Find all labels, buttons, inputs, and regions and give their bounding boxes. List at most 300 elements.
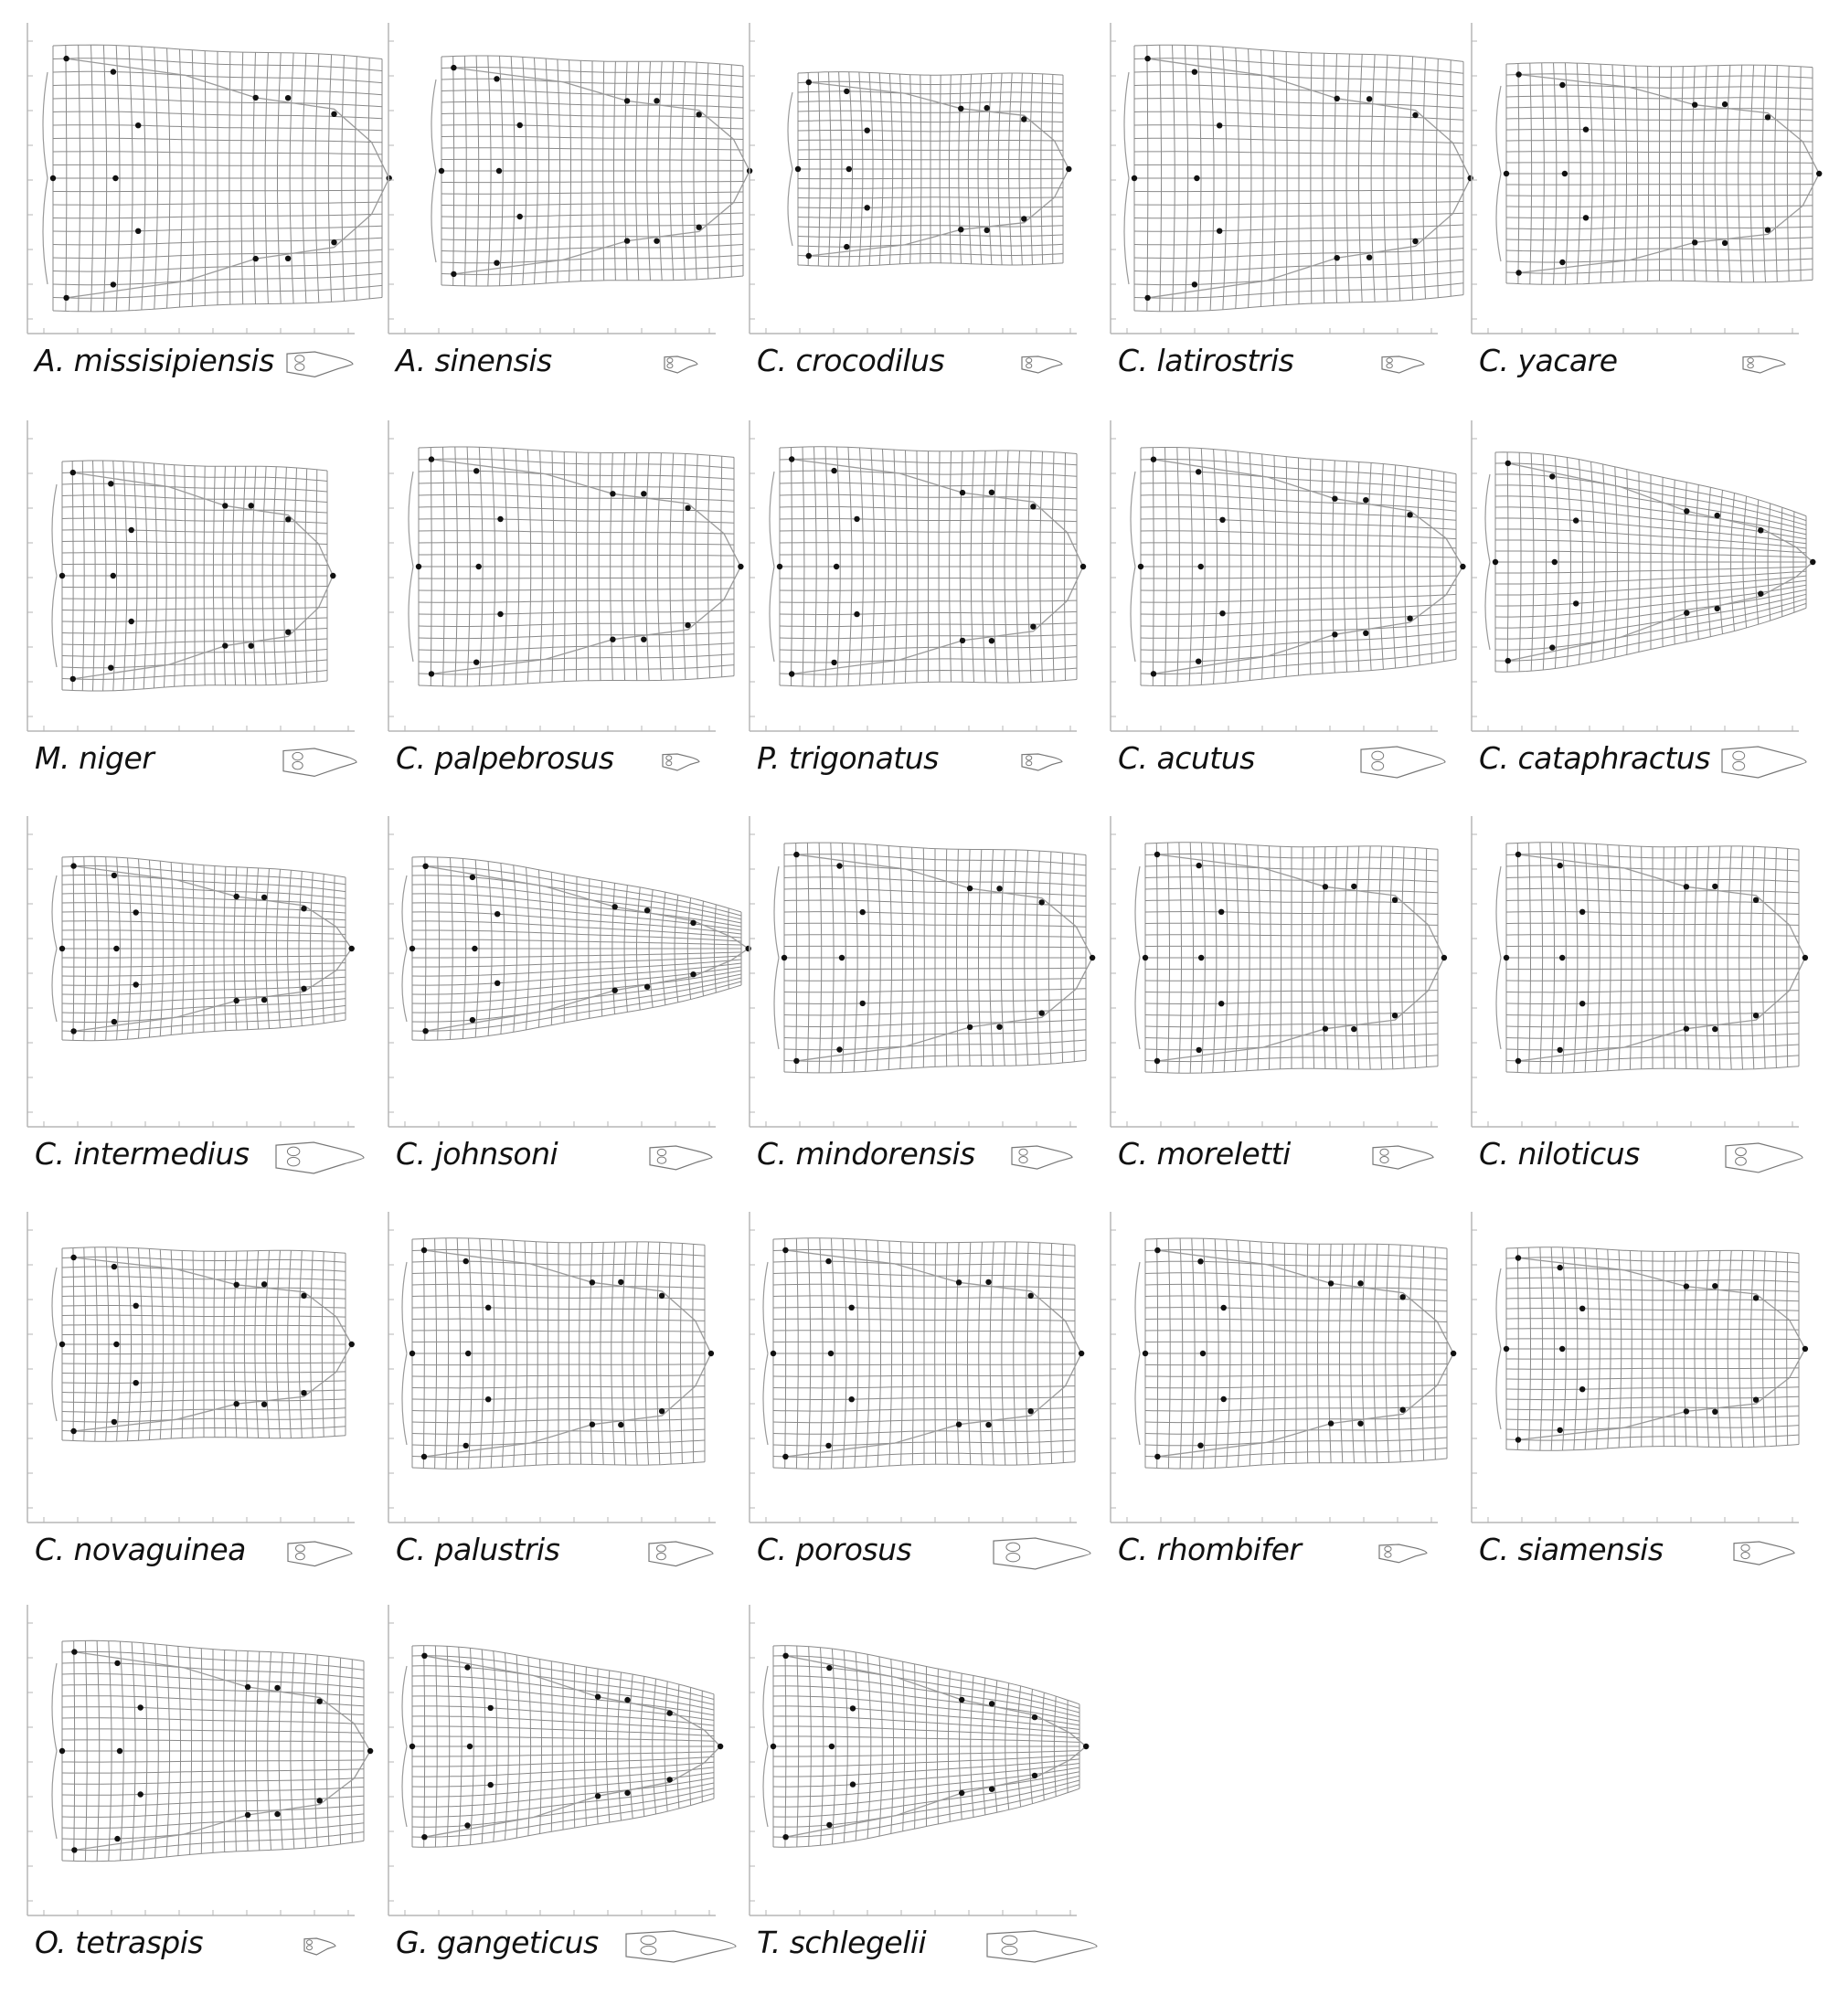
landmark-point (70, 1428, 76, 1434)
landmark-point (641, 637, 646, 642)
landmark-point (112, 1419, 117, 1425)
landmark-point (113, 946, 119, 951)
landmark-point (793, 852, 799, 857)
landmark-point (71, 1847, 77, 1852)
skull-outline-icon (647, 1540, 715, 1568)
skull-outline-icon (282, 747, 358, 778)
landmark-point (828, 1351, 834, 1356)
landmark-point (795, 166, 801, 172)
grid-lines (798, 72, 1063, 267)
landmark-point (261, 997, 267, 1003)
landmark-point (1335, 96, 1340, 101)
skull-outline-side (763, 1666, 768, 1827)
landmark-point (590, 1279, 595, 1285)
landmark-point (777, 564, 782, 569)
landmark-point (301, 986, 306, 992)
landmark-point (1221, 1396, 1227, 1402)
landmark-point (285, 95, 291, 101)
landmark-point (1196, 469, 1201, 474)
landmark-point (1392, 897, 1398, 903)
species-panel (1109, 816, 1470, 1200)
landmark-point (1549, 473, 1555, 479)
landmark-point (806, 253, 812, 259)
landmark-point (234, 1282, 239, 1288)
landmark-point (463, 1258, 469, 1264)
deformation-grid (387, 1212, 748, 1523)
landmark-point (1505, 658, 1511, 663)
landmark-point (1032, 1714, 1037, 1720)
plot-axes (388, 23, 716, 334)
landmark-point (330, 573, 335, 578)
landmark-point (1515, 1437, 1521, 1442)
landmark-point (836, 863, 842, 868)
landmark-point (989, 490, 994, 495)
landmark-point (1753, 1295, 1759, 1300)
landmark-point (494, 76, 499, 81)
landmark-point (836, 1046, 842, 1052)
landmark-point (624, 238, 630, 243)
landmark-point (50, 175, 56, 181)
landmark-point (1684, 884, 1689, 889)
landmark-point (1196, 1047, 1202, 1053)
landmark-point (1090, 955, 1095, 960)
landmark-point (285, 630, 291, 635)
landmark-point (70, 1028, 76, 1034)
landmark-point (135, 122, 141, 128)
landmark-point (274, 1685, 280, 1691)
landmark-point (1323, 1026, 1328, 1032)
species-panel (26, 1212, 387, 1596)
landmark-point (488, 1782, 494, 1788)
species-panel (1109, 420, 1470, 804)
landmark-point (793, 1058, 799, 1064)
grid-lines (1506, 63, 1813, 285)
landmark-point (1192, 69, 1197, 75)
deformation-grid (1109, 420, 1470, 731)
landmark-point (846, 166, 852, 172)
landmark-point (624, 98, 630, 103)
landmark-point (1753, 1397, 1759, 1403)
landmark-point (349, 946, 355, 951)
species-label: C. moreletti (1118, 1136, 1291, 1172)
landmark-point (59, 946, 65, 951)
skull-outline-icon (1741, 355, 1787, 375)
landmark-point (1039, 899, 1045, 905)
landmark-point (849, 1396, 855, 1402)
landmark-point (331, 239, 336, 245)
landmark-point (826, 1665, 832, 1671)
landmark-point (463, 1443, 469, 1448)
species-panel (1470, 816, 1829, 1200)
landmark-point (135, 228, 141, 234)
species-label: C. latirostris (1118, 343, 1294, 378)
landmark-point (261, 1402, 267, 1407)
skull-outline-side (1124, 72, 1129, 284)
landmark-point (960, 490, 965, 495)
landmark-point (129, 619, 134, 624)
species-panel (26, 816, 387, 1200)
species-panel (1470, 1212, 1829, 1596)
grid-lines (62, 856, 346, 1040)
landmark-point (1021, 116, 1026, 122)
landmark-point (1151, 671, 1156, 676)
landmark-point (517, 122, 523, 128)
landmark-point (849, 1305, 855, 1310)
landmark-point (612, 904, 618, 909)
landmark-point (1030, 504, 1036, 509)
landmark-point (1712, 1026, 1717, 1032)
species-panel (748, 23, 1109, 407)
landmark-point (1143, 955, 1148, 960)
skull-outline-icon (1020, 752, 1064, 772)
landmark-point (1332, 496, 1337, 502)
species-label: C. yacare (1479, 343, 1618, 378)
landmark-point (1579, 1306, 1585, 1311)
landmark-point (782, 955, 787, 960)
landmark-point (1400, 1407, 1406, 1413)
skull-outline-side (774, 866, 779, 1049)
landmark-point (1032, 1773, 1037, 1778)
landmark-point (612, 988, 618, 993)
landmark-point (1765, 228, 1771, 233)
deformation-grid (26, 420, 387, 731)
landmark-point (782, 1454, 788, 1459)
landmark-point (1712, 1283, 1717, 1289)
species-panel (387, 816, 748, 1200)
landmark-point (1138, 564, 1143, 569)
landmark-point (1144, 295, 1150, 301)
landmark-point (451, 271, 456, 277)
landmark-point (422, 864, 428, 869)
landmark-point (70, 863, 76, 868)
landmark-point (1504, 955, 1509, 960)
landmark-point (1515, 852, 1521, 857)
landmark-point (1218, 1001, 1224, 1006)
landmark-point (1504, 1346, 1509, 1352)
skull-outline-side (431, 80, 436, 262)
species-panel (387, 420, 748, 804)
landmark-point (464, 1664, 470, 1670)
deformation-grid (1109, 1212, 1470, 1523)
deformation-grid (387, 23, 748, 334)
landmark-point (421, 1653, 427, 1659)
landmark-point (654, 239, 659, 244)
landmark-point (641, 491, 646, 496)
species-panel (387, 1605, 748, 1989)
landmark-point (1493, 559, 1498, 565)
landmark-point (1066, 166, 1071, 172)
deformation-grid (387, 420, 748, 731)
landmark-point (285, 256, 291, 261)
landmark-point (610, 637, 615, 642)
landmark-point (967, 1024, 973, 1030)
landmark-point (667, 1710, 673, 1715)
landmark-point (285, 516, 291, 522)
landmark-point (111, 573, 116, 578)
landmark-point (789, 456, 794, 462)
landmark-point (825, 1258, 831, 1264)
grid-lines (1495, 452, 1806, 672)
skull-outline-side (1496, 86, 1501, 261)
landmark-point (1192, 281, 1197, 287)
skull-outline-side (763, 1262, 768, 1445)
grid-lines (62, 1640, 364, 1861)
landmark-point (451, 65, 456, 70)
landmark-point (1028, 1408, 1034, 1414)
landmark-point (1328, 1420, 1334, 1426)
landmark-point (488, 1705, 494, 1711)
skull-outline-icon (1724, 1141, 1804, 1174)
landmark-point (996, 1024, 1002, 1030)
landmark-point (108, 481, 113, 486)
skull-outline-side (1485, 474, 1490, 650)
landmark-point (70, 1255, 76, 1260)
deformation-grid (26, 23, 387, 334)
species-label: G. gangeticus (396, 1925, 599, 1960)
landmark-point (590, 1422, 595, 1427)
landmark-point (108, 665, 113, 671)
species-label: C. intermedius (35, 1136, 250, 1172)
skull-outline-side (1135, 1262, 1140, 1445)
skull-outline-side (1496, 1268, 1501, 1429)
landmark-point (1197, 1443, 1203, 1448)
landmark-point (112, 175, 118, 181)
landmark-point (1684, 1408, 1689, 1414)
landmark-point (865, 205, 870, 210)
skull-outline-side (402, 1262, 407, 1445)
plot-axes (1472, 816, 1799, 1127)
landmark-point (1715, 606, 1720, 611)
skull-outline-side (52, 484, 57, 667)
landmark-point (253, 256, 259, 261)
landmark-point (1132, 175, 1137, 181)
species-panel (748, 420, 1109, 804)
plot-axes (1472, 23, 1799, 334)
landmark-point (421, 1247, 427, 1253)
landmark-point (1412, 112, 1418, 118)
landmark-point (409, 1351, 415, 1356)
landmark-point (958, 106, 963, 111)
landmark-point (249, 643, 254, 649)
landmark-point (1154, 852, 1160, 857)
landmark-point (114, 1661, 120, 1666)
skull-outline-icon (985, 1929, 1099, 1964)
landmark-point (1021, 216, 1026, 221)
landmark-point (1515, 270, 1521, 275)
landmark-point (138, 1791, 144, 1797)
landmark-point (989, 1787, 994, 1792)
landmark-point (1559, 1346, 1565, 1352)
landmark-point (111, 69, 116, 74)
landmark-point (1083, 1744, 1089, 1749)
species-label: C. siamensis (1479, 1532, 1664, 1567)
landmark-point (1366, 96, 1372, 101)
landmark-point (690, 920, 696, 926)
landmark-point (850, 1781, 856, 1787)
landmark-point (421, 1834, 427, 1840)
species-panel (1470, 420, 1829, 804)
landmark-point (59, 573, 65, 578)
landmark-point (1579, 909, 1585, 915)
landmark-point (111, 281, 116, 287)
landmark-point (610, 491, 615, 496)
landmark-point (690, 971, 696, 977)
landmark-point (129, 527, 134, 533)
skull-outline-side (770, 472, 774, 662)
landmark-point (1221, 1305, 1227, 1310)
landmark-point (133, 981, 139, 987)
landmark-point (697, 111, 702, 117)
landmark-point (234, 998, 239, 1003)
landmark-point (959, 1697, 964, 1703)
landmark-point (138, 1704, 144, 1710)
landmark-point (317, 1699, 323, 1704)
landmark-point (1684, 1026, 1689, 1032)
skull-outline-icon (1720, 745, 1808, 780)
landmark-point (63, 295, 69, 301)
landmark-point (1692, 239, 1697, 245)
landmark-point (476, 564, 482, 569)
landmark-point (831, 468, 836, 473)
landmark-point (782, 1247, 788, 1253)
landmark-point (1758, 591, 1763, 597)
deformation-grid (748, 23, 1109, 334)
skull-outline-icon (992, 1536, 1092, 1571)
species-label: O. tetraspis (35, 1925, 204, 1960)
plot-axes (1111, 816, 1438, 1127)
species-label: C. johnsoni (396, 1136, 558, 1172)
landmark-point (1559, 82, 1565, 88)
landmark-point (644, 984, 650, 990)
deformation-grid (1470, 23, 1829, 334)
skull-outline-side (1135, 866, 1140, 1049)
landmark-point (956, 1422, 962, 1427)
landmark-point (1765, 114, 1771, 120)
landmark-point (1218, 909, 1224, 915)
landmark-point (825, 1443, 831, 1448)
grid-lines (773, 1646, 1079, 1847)
skull-outline-icon (1010, 1144, 1074, 1171)
landmark-point (234, 894, 239, 899)
species-panel (748, 1212, 1109, 1596)
species-panel (748, 816, 1109, 1200)
landmark-point (1200, 1351, 1206, 1356)
landmark-point (1028, 1293, 1034, 1299)
landmark-point (261, 895, 267, 900)
landmark-point (249, 503, 254, 508)
landmark-point (422, 1028, 428, 1034)
deformation-grid (26, 816, 387, 1127)
landmark-point (261, 1281, 267, 1287)
grid-lines (412, 1646, 714, 1847)
landmark-point (854, 516, 859, 522)
landmark-point (667, 1777, 673, 1782)
landmark-point (485, 1305, 491, 1310)
landmark-point (1810, 559, 1815, 565)
landmark-point (860, 1001, 866, 1006)
landmark-point (1559, 955, 1565, 960)
landmark-point (1722, 101, 1728, 107)
landmark-point (1154, 1247, 1160, 1253)
landmark-point (738, 564, 743, 569)
landmark-point (644, 907, 650, 913)
skull-outline-icon (1732, 1540, 1796, 1566)
landmark-point (222, 503, 228, 508)
deformation-grid (1470, 420, 1829, 731)
landmark-point (1451, 1351, 1456, 1356)
landmark-point (1351, 884, 1356, 889)
species-label: A. sinensis (396, 343, 552, 378)
species-label: C. cataphractus (1479, 740, 1710, 776)
landmark-point (831, 660, 836, 665)
landmark-point (1412, 239, 1418, 244)
species-label: C. rhombifer (1118, 1532, 1302, 1567)
skull-outline-icon (1371, 1144, 1435, 1171)
landmark-point (685, 505, 690, 511)
landmark-point (1219, 517, 1225, 523)
landmark-point (1558, 863, 1563, 868)
landmark-point (1400, 1294, 1406, 1300)
landmark-point (956, 1279, 962, 1285)
species-label: T. schlegelii (757, 1925, 927, 1960)
skull-outline-side (43, 72, 48, 284)
landmark-point (985, 1279, 991, 1285)
landmark-point (1504, 171, 1509, 176)
landmark-point (1357, 1421, 1363, 1427)
landmark-point (473, 468, 479, 473)
landmark-point (301, 1293, 306, 1299)
landmark-point (496, 168, 502, 174)
landmark-point (1802, 1346, 1808, 1352)
landmark-point (1722, 240, 1728, 246)
landmark-point (1549, 644, 1555, 650)
landmark-point (133, 909, 139, 915)
landmark-point (1151, 457, 1156, 462)
landmark-point (624, 1697, 630, 1703)
landmark-point (1562, 171, 1568, 176)
skull-outline-icon (661, 752, 701, 772)
species-panel (1109, 1212, 1470, 1596)
landmark-point (1460, 564, 1465, 569)
species-label: C. acutus (1118, 740, 1255, 776)
landmark-point (494, 981, 500, 986)
skull-outline-icon (274, 1141, 366, 1175)
landmark-point (1692, 102, 1697, 108)
landmark-point (470, 875, 475, 880)
landmark-point (1515, 71, 1521, 77)
landmark-point (1802, 955, 1808, 960)
landmark-point (253, 95, 259, 101)
landmark-point (697, 225, 702, 230)
landmark-point (1154, 1454, 1160, 1459)
landmark-point (429, 671, 434, 676)
landmark-point (429, 456, 434, 462)
species-panel (26, 420, 387, 804)
landmark-point (806, 80, 812, 85)
skull-outline-side (52, 1268, 57, 1421)
landmark-point (960, 638, 965, 643)
landmark-point (1758, 527, 1763, 533)
landmark-point (1194, 175, 1199, 181)
landmark-point (112, 1019, 117, 1024)
landmark-point (967, 886, 973, 891)
landmark-point (829, 1744, 835, 1749)
deformation-grid (748, 1212, 1109, 1523)
grid-lines (1134, 45, 1463, 312)
landmark-point (685, 622, 690, 628)
landmark-point (1144, 56, 1150, 61)
landmark-point (485, 1396, 491, 1402)
